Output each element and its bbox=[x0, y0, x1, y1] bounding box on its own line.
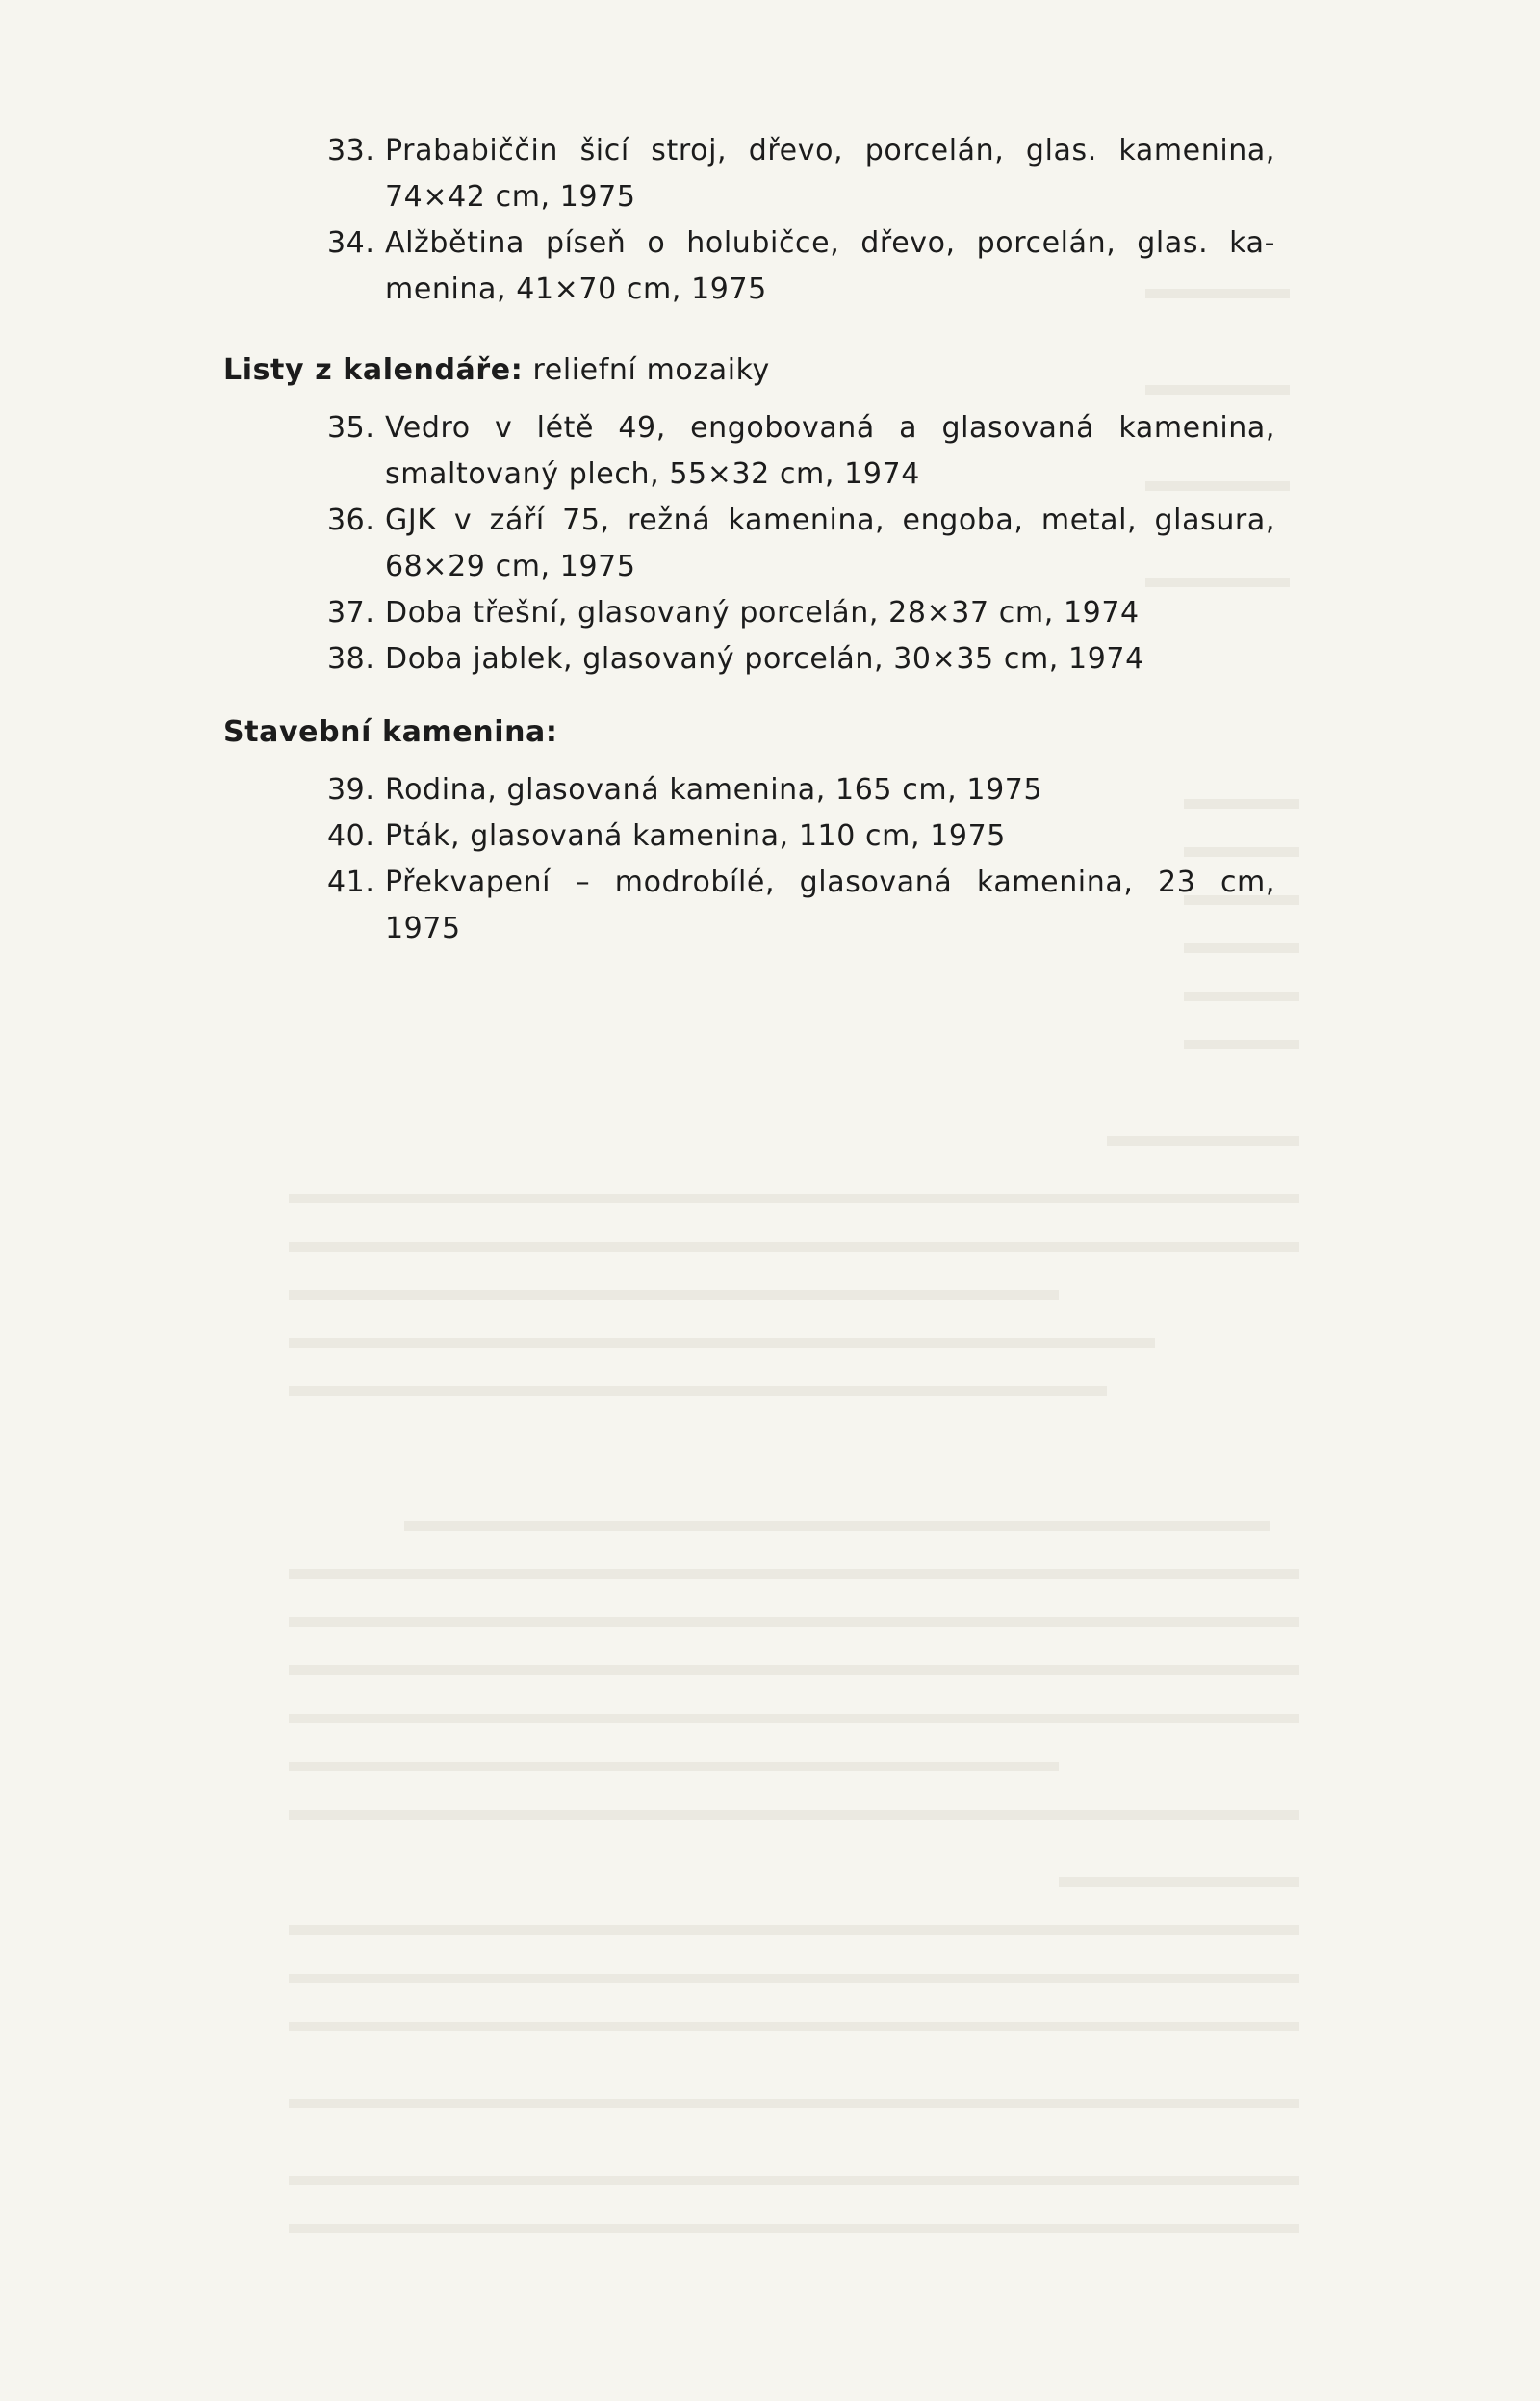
entry-number: 37. bbox=[327, 596, 375, 630]
entry-number: 39. bbox=[327, 773, 375, 807]
entry-number: 41. bbox=[327, 865, 375, 899]
section-heading-building bbox=[223, 710, 558, 756]
entry-text: Rodina, glasovaná kamenina, 165 cm, 1975 bbox=[385, 773, 1043, 807]
section-heading-calendar bbox=[223, 348, 770, 394]
entry-number: 36. bbox=[327, 503, 375, 537]
entry-number: 34. bbox=[327, 226, 375, 260]
entry-number: 35. bbox=[327, 411, 375, 445]
entry-text-continued: menina, 41⨯70 cm, 1975 bbox=[385, 272, 767, 306]
entry-text-continued: 68⨯29 cm, 1975 bbox=[385, 550, 636, 583]
entry-text: Prababiččin šicí stroj, dřevo, porcelán, glas. kamenina, bbox=[385, 134, 1275, 168]
entry-text-continued: smaltovaný plech, 55⨯32 cm, 1974 bbox=[385, 457, 920, 491]
entry-number: 38. bbox=[327, 642, 375, 676]
section-title: Stavební kamenina: bbox=[223, 715, 558, 749]
entry-text-continued: 1975 bbox=[385, 912, 461, 945]
section-subtitle: reliefní mozaiky bbox=[532, 353, 770, 387]
entry-text: Doba třešní, glasovaný porcelán, 28⨯37 cm, 1974 bbox=[385, 596, 1140, 630]
entry-text: GJK v září 75, režná kamenina, engoba, metal, glasura, bbox=[385, 503, 1275, 537]
entry-text: Překvapení – modrobílé, glasovaná kamenina, 23 cm, bbox=[385, 865, 1275, 899]
entry-text: Vedro v létě 49, engobovaná a glasovaná kamenina, bbox=[385, 411, 1275, 445]
entry-number: 33. bbox=[327, 134, 375, 168]
entry-text: Alžbětina píseň o holubičce, dřevo, porcelán, glas. ka- bbox=[385, 226, 1275, 260]
entry-text-continued: 74⨯42 cm, 1975 bbox=[385, 180, 636, 214]
section-title: Listy z kalendáře: bbox=[223, 353, 524, 387]
entry-number: 40. bbox=[327, 819, 375, 853]
entry-text: Doba jablek, glasovaný porcelán, 30⨯35 cm, 1974 bbox=[385, 642, 1144, 676]
entry-text: Pták, glasovaná kamenina, 110 cm, 1975 bbox=[385, 819, 1006, 853]
